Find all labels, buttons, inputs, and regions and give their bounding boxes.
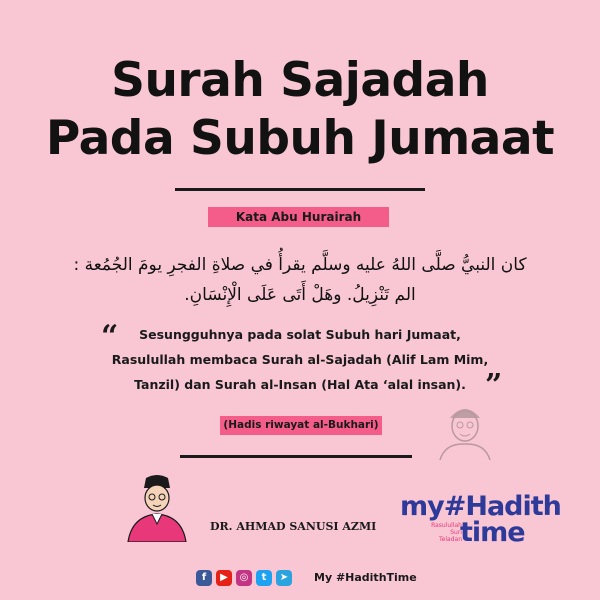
watermark-portrait-icon [430,398,500,460]
close-quote-mark: ” [485,368,503,403]
author-name: DR. AHMAD SANUSI AZMI [210,520,377,533]
logo-hadith: Hadith [465,491,561,522]
top-divider [175,188,425,191]
arabic-line-2: الم تَنْزِيلُ. وهَلْ أَتَى عَلَى الْإِنْسَانِ. [184,285,416,305]
translation-line-1: Sesungguhnya pada solat Subuh hari Jumaat, [139,327,461,342]
logo-time: time [460,517,525,548]
instagram-icon[interactable]: ◎ [236,570,252,586]
open-quote-mark: “ [101,319,119,354]
title-line-2: Pada Subuh Jumaat [45,111,555,166]
translation-line-3: Tanzil) dan Surah al-Insan (Hal Ata ‘alal insan). [134,377,466,392]
my-hadith-time-logo [400,491,561,554]
title-line-1: Surah Sajadah [111,53,489,108]
arabic-hadith-text [60,250,540,310]
logo-tagline: Rasulullah Suri Teladan [431,522,462,543]
logo-my: my [400,491,444,522]
page-title [0,52,600,168]
social-icons [196,570,292,588]
facebook-icon[interactable]: f [196,570,212,586]
hadith-source-badge: (Hadis riwayat al-Bukhari) [220,416,382,435]
youtube-icon[interactable]: ▶ [216,570,232,586]
translation-line-2: Rasulullah membaca Surah al-Sajadah (Alif Lam Mim, [111,352,489,367]
social-handle: My #HadithTime [314,571,417,584]
telegram-icon[interactable]: ➤ [276,570,292,586]
narrator-badge: Kata Abu Hurairah [208,207,389,227]
twitter-icon[interactable]: t [256,570,272,586]
logo-hash: # [443,491,466,522]
author-portrait-icon [122,472,192,542]
translation-text [100,319,500,397]
bottom-divider [180,455,412,458]
arabic-line-1: كان النبيُّ صلَّى اللهُ عليه وسلَّم يقرأُ في صلاةِ الفجرِ يومَ الجُمُعة : [73,255,527,275]
